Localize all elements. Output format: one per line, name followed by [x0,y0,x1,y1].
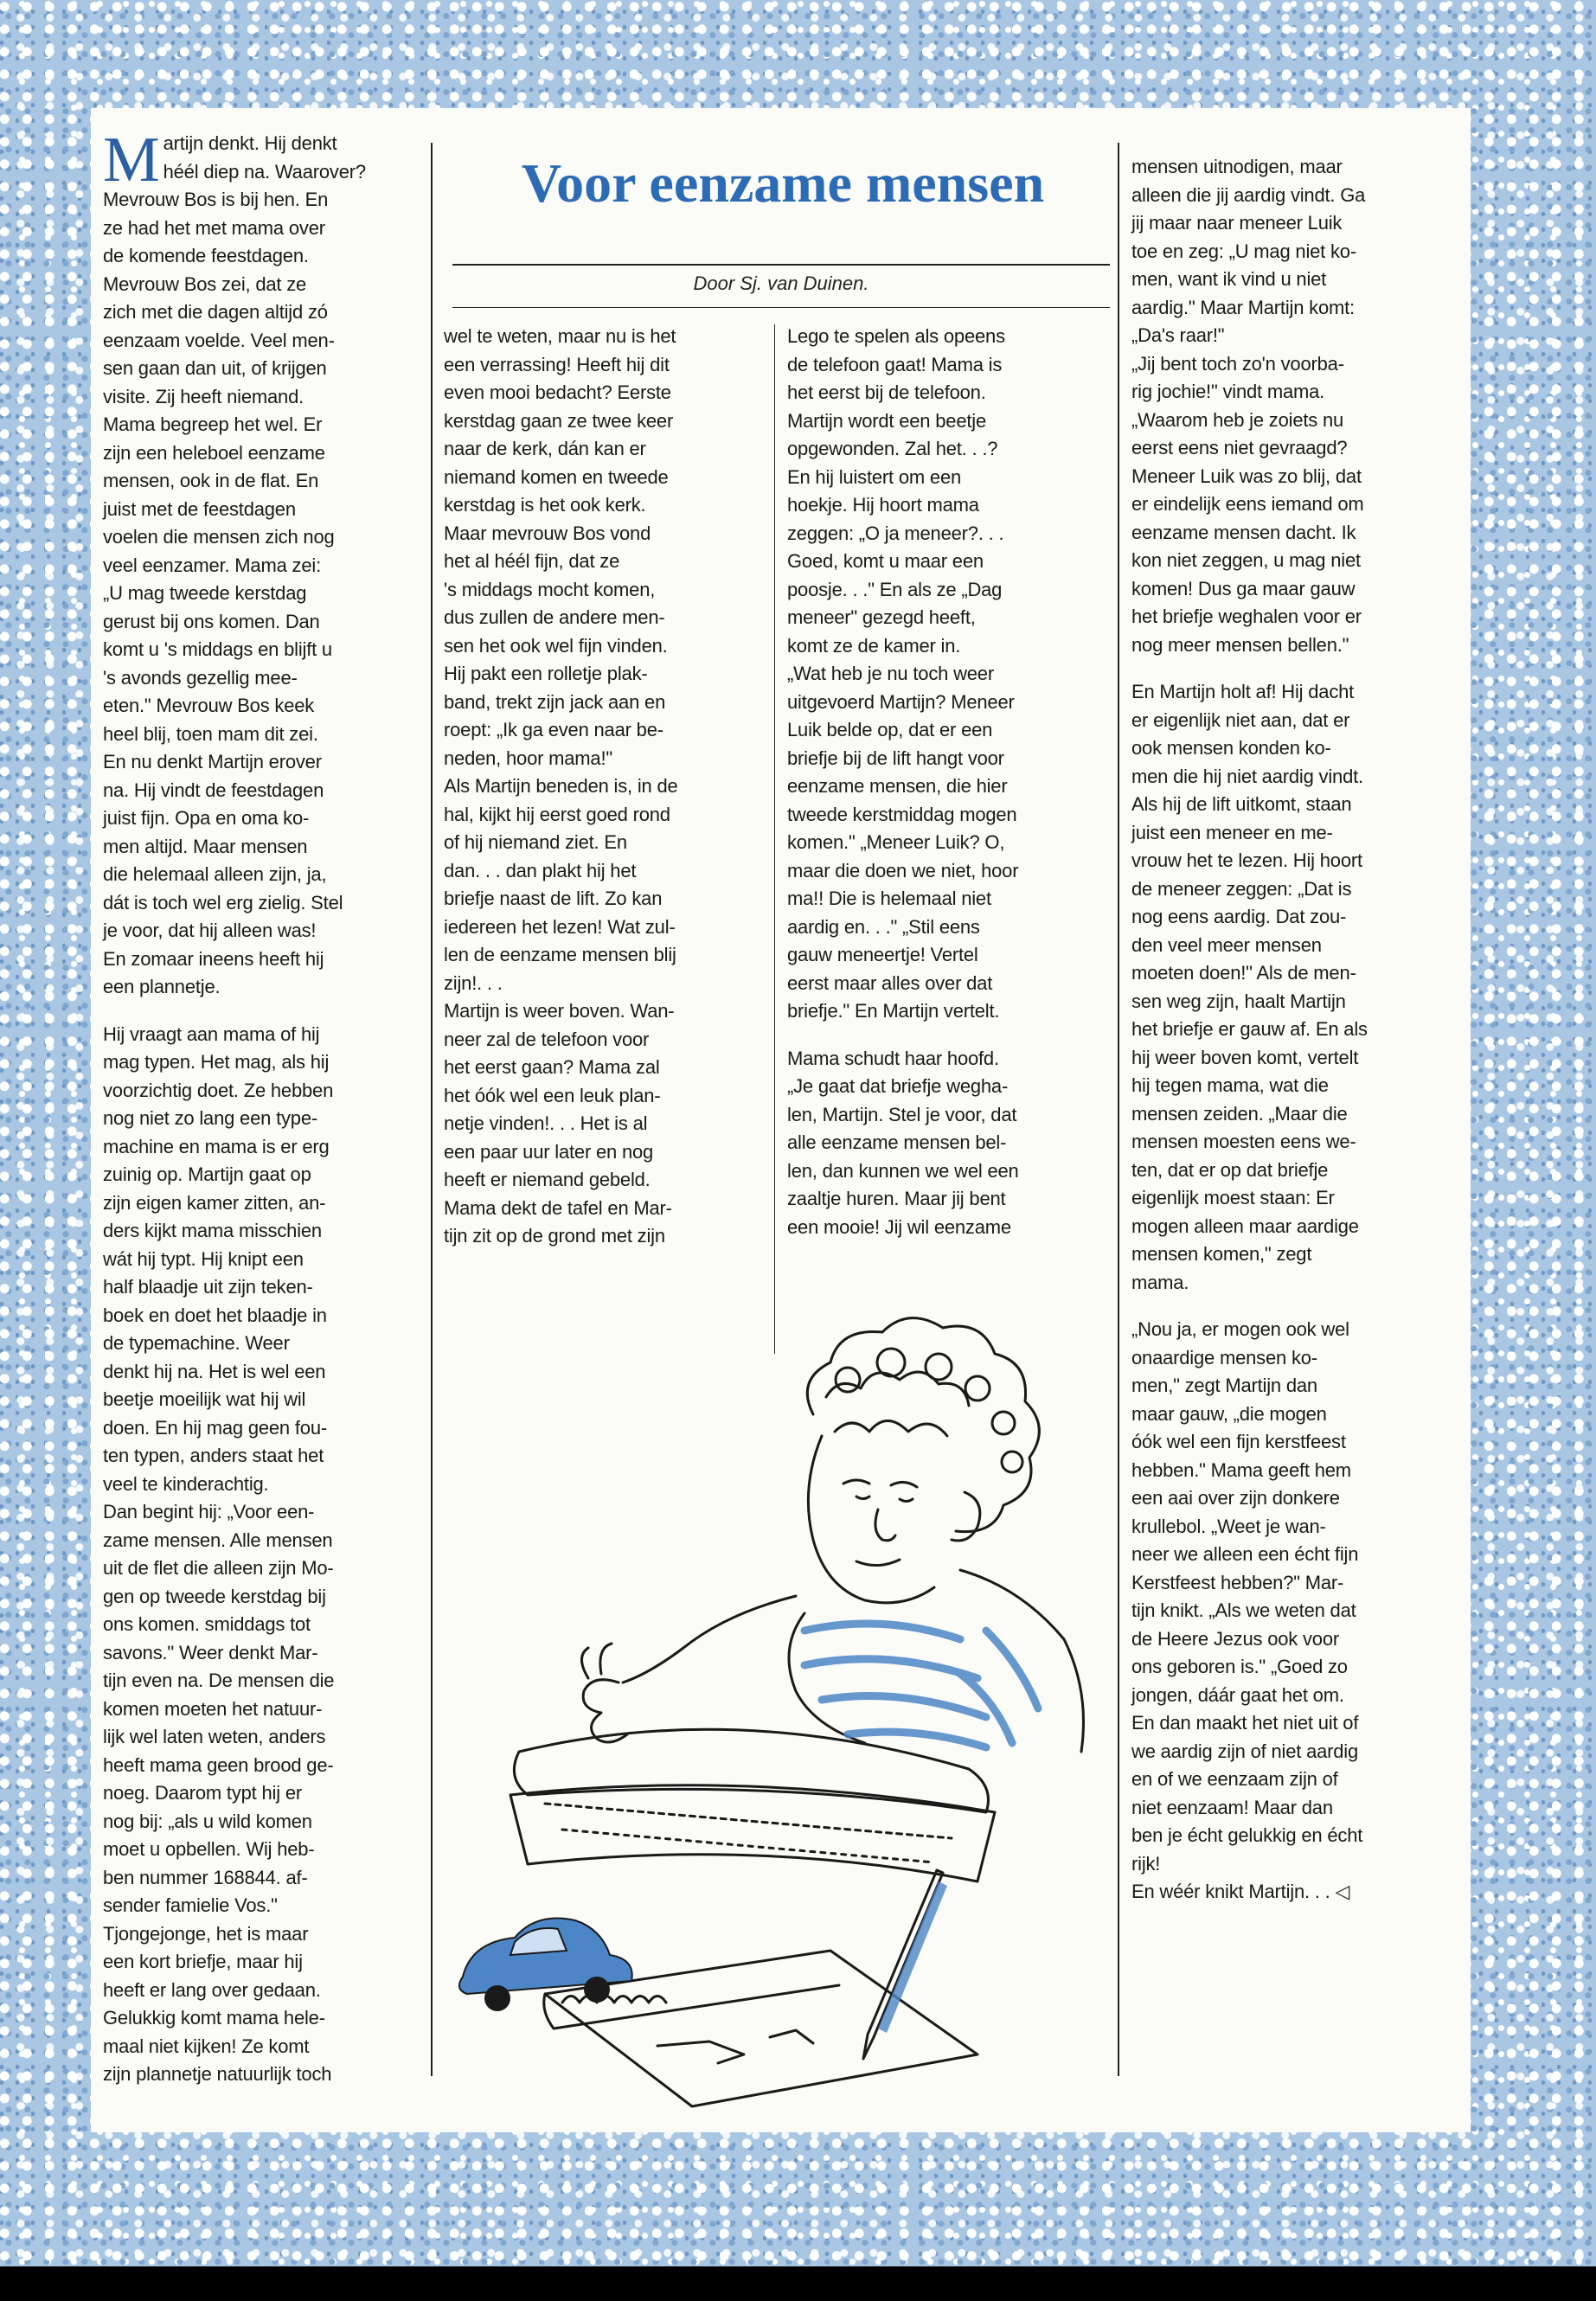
scan-bottom-edge [0,2266,1596,2301]
toy-car-icon [459,1919,632,2012]
text-column-3 [787,323,1107,1241]
column-divider-3 [1118,143,1119,2076]
paragraph: Mama schudt haar hoofd. „Je gaat dat briefje wegha- len, Martijn. Stel je voor, dat alle eenzame mensen bel- len, dan kunnen we wel een zaaltje huren. Maar jij bent een mooie! Jij wil eenzame [787,1047,1019,1238]
column-divider-2 [774,324,775,1354]
text-column-4 [1131,153,1439,1907]
paragraph: „Nou ja, er mogen ook wel onaardige mensen ko- men," zegt Martijn dan maar gauw, „die mogen óók wel een fijn kerstfeest hebben." Mama geeft hem een aai over zijn donkere krullebol. „Weet je wan- neer we alleen een écht fijn Kerstfeest hebben?" Mar- tijn knikt. „Als we weten dat de Heere Jezus ook voor ons geboren is." „Goed zo jongen, dáár gaat het om. En dan maakt het niet uit of we aardig zijn of niet aardig en of we eenzaam zijn of niet eenzaam! Maar dan ben je écht gelukkig en écht rijk! En wéér knikt Martijn. . . ◁ [1131,1318,1363,1902]
paragraph: En Martijn holt af! Hij dacht er eigenlijk niet aan, dat er ook mensen konden ko- men die hij niet aardig vindt. Als hij de lift uitkomt, staan juist een meneer en me- vrouw het te lezen. Hij hoort de meneer zeggen: „Dat is nog eens aardig. Dat zou- den veel meer mensen moeten doen!" Als de men- sen weg zijn, haalt Martijn het briefje er gauw af. En als hij weer boven komt, vertelt hij tegen mama, wat die mensen zeiden. „Maar die mensen moesten eens we- ten, dat er op dat briefje eigenlijk moest staan: Er mogen alleen maar aardige mensen komen," zegt mama. [1131,681,1368,1293]
paragraph-text: artijn denkt. Hij denkt héél diep na. Waarover? Mevrouw Bos is bij hen. En ze had het met mama over de komende feestdagen. Mevrouw Bos zei, dat ze zich met die dagen altijd zó eenzaam voelde. Veel men- sen gaan dan uit, of krijgen visite. Zij heeft niemand. Mama begreep het wel. Er zijn een heleboel eenzame mensen, ook in de flat. En juist met de feestdagen voelen die mensen zich nog veel eenzamer. Mama zei: „U mag tweede kerstdag gerust bij ons komen. Dan komt u 's middags en blijft u 's avonds gezellig mee- eten." Mevrouw Bos keek heel blij, toen mam dit zei. En nu denkt Martijn erover na. Hij vindt de feestdagen juist fijn. Opa en oma ko- men altijd. Maar mensen die helemaal alleen zijn, ja, dát is toch wel erg zielig. Stel je voor, dat hij alleen was! En zomaar ineens heeft hij een plannetje. [103,132,366,997]
text-column-1 [103,125,410,2089]
article-title: Voor eenzame mensen [521,152,1045,214]
paragraph: wel te weten, maar nu is het een verrassing! Heeft hij dit even mooi bedacht? Eerste kerstdag gaan ze twee keer naar de kerk, dán kan er niemand komen en tweede kerstdag is het ook kerk. Maar mevrouw Bos vond het al héél fijn, dat ze 's middags mocht komen, dus zullen de andere men- sen het ook wel fijn vinden. Hij pakt een rolletje plak- band, trekt zijn jack aan en roept: „Ik ga even naar be- neden, hoor mama!" Als Martijn beneden is, in de hal, kijkt hij eerst goed rond of hij niemand ziet. En dan. . . dan plakt hij het briefje naast de lift. Zo kan iedereen het lezen! Wat zul- len de eenzame mensen blij zijn!. . . Martijn is weer boven. Wan- neer zal de telefoon voor het eerst gaan? Mama zal het óók wel een leuk plan- netje vinden!. . . Het is al een paar uur later en nog heeft er niemand gebeld. Mama dekt de tafel en Mar- tijn zit op de grond met zijn [444,325,678,1247]
paragraph: mensen uitnodigen, maar alleen die jij aardig vindt. Ga jij maar naar meneer Luik toe en zeg: „U mag niet ko- men, want ik vind u niet aardig." Maar Martijn komt: „Da's raar!" „Jij bent toch zo'n voorba- rig jochie!" vindt mama. „Waarom heb je zoiets nu eerst eens niet gevraagd? Meneer Luik was zo blij, dat er eindelijk eens iemand om eenzame mensen dacht. Ik kon niet zeggen, u mag niet komen! Dus ga maar gauw het briefje weghalen voor er nog meer mensen bellen." [1131,156,1366,656]
column-divider-1 [431,143,433,2076]
paragraph: Lego te spelen als opeens de telefoon gaat! Mama is het eerst bij de telefoon. Martijn wordt een beetje opgewonden. Zal het. . .? En hij luistert om een hoekje. Hij hoort mama zeggen: „O ja meneer?. . . Goed, komt u maar een poosje. . ." En als ze „Dag meneer" gezegd heeft, komt ze de kamer in. „Wat heb je nu toch weer uitgevoerd Martijn? Meneer Luik belde op, dat er een briefje bij de lift hangt voor eenzame mensen, die hier tweede kerstmiddag mogen komen." „Meneer Luik? O, maar die doen we niet, hoor ma!! Die is helemaal niet aardig en. . ." „Stil eens gauw meneertje! Vertel eerst maar alles over dat briefje." En Martijn vertelt. [787,325,1019,1022]
paragraph [103,125,410,1002]
byline-rule [452,307,1110,308]
title-rule [452,264,1110,266]
paragraph: Hij vraagt aan mama of hij mag typen. Het mag, als hij voorzichtig doet. Ze hebben nog niet zo lang een type- machine en mama is er erg zuinig op. Martijn gaat op zijn eigen kamer zitten, an- ders kijkt mama misschien wát hij typt. Hij knipt een half blaadje uit zijn teken- boek en doet het blaadje in de typemachine. Weer denkt hij na. Het is wel een beetje moeilijk wat hij wil doen. En hij mag geen fou- ten typen, anders staat het veel te kinderachtig. Dan begint hij: „Voor een- zame mensen. Alle mensen uit de flet die alleen zijn Mo- gen op tweede kerstdag bij ons komen. smiddags tot savons." Weer denkt Mar- tijn even na. De mensen die komen moeten het natuur- lijk wel laten weten, anders heeft mama geen brood ge- noeg. Daarom typt hij er nog bij: „als u wild komen moet u opbellen. Wij heb- ben nummer 168844. af- sender famielie Vos." Tjongejonge, het is maar een kort briefje, maar hij heeft er lang over gedaan. Gelukkig komt mama hele- maal niet kijken! Ze komt zijn plannetje natuurlijk toch [103,1022,335,2085]
text-column-2 [444,323,764,1251]
drop-cap: M [103,125,160,195]
article-page [91,108,1471,2132]
article-byline: Door Sj. van Duinen. [693,272,869,294]
boy-typing-illustration [441,1285,1116,2193]
